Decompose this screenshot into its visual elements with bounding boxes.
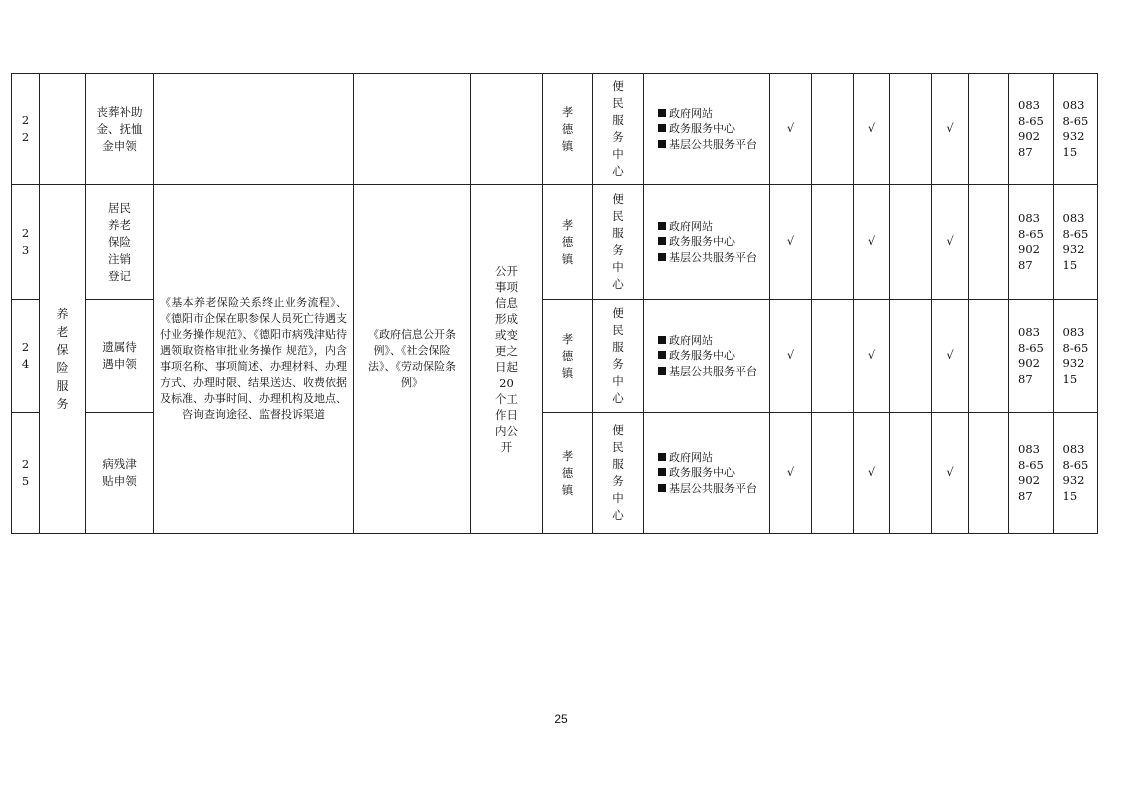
laws-cell-empty — [354, 74, 471, 185]
square-bullet-icon — [658, 222, 666, 230]
channels-cell — [644, 74, 770, 185]
channel-item: 基层公共服务平台 — [658, 481, 767, 497]
check-mark: √ — [770, 413, 812, 534]
empty-cell — [969, 74, 1009, 185]
public-method-cell: 便民服务中心 — [593, 185, 644, 300]
phone-cell: 0838-6593215 — [1054, 185, 1098, 300]
channel-item: 政府网站 — [658, 106, 767, 122]
item-name-cell: 病残津贴申领 — [86, 413, 154, 534]
phone-cell: 0838-6590287 — [1009, 185, 1054, 300]
table-row — [12, 185, 1098, 300]
square-bullet-icon — [658, 367, 666, 375]
channel-item: 政府网站 — [658, 219, 767, 235]
empty-cell — [812, 185, 854, 300]
channel-item: 政务服务中心 — [658, 465, 767, 481]
check-mark: √ — [854, 300, 890, 413]
item-name-cell: 丧葬补助金、抚恤金申领 — [86, 74, 154, 185]
phone-cell: 0838-6593215 — [1054, 300, 1098, 413]
empty-cell — [969, 300, 1009, 413]
check-mark: √ — [770, 300, 812, 413]
check-mark: √ — [770, 74, 812, 185]
empty-cell — [969, 185, 1009, 300]
channels-cell — [644, 300, 770, 413]
empty-cell — [890, 185, 932, 300]
channel-item: 政务服务中心 — [658, 234, 767, 250]
phone-cell: 0838-6593215 — [1054, 413, 1098, 534]
empty-cell — [890, 74, 932, 185]
check-mark: √ — [932, 300, 969, 413]
phone-cell: 0838-6590287 — [1009, 413, 1054, 534]
timing-cell-empty — [471, 74, 543, 185]
channel-item: 基层公共服务平台 — [658, 137, 767, 153]
public-body-cell: 孝德镇 — [543, 74, 593, 185]
table-row — [12, 74, 1098, 185]
timing-cell: 公开事项信息形成或变更之日起20个工作日内公开 — [471, 185, 543, 534]
phone-cell: 0838-6590287 — [1009, 300, 1054, 413]
square-bullet-icon — [658, 453, 666, 461]
public-method-cell: 便民服务中心 — [593, 300, 644, 413]
square-bullet-icon — [658, 468, 666, 476]
public-body-cell: 孝德镇 — [543, 300, 593, 413]
public-method-cell: 便民服务中心 — [593, 413, 644, 534]
check-mark: √ — [854, 74, 890, 185]
square-bullet-icon — [658, 124, 666, 132]
public-service-table — [11, 73, 1098, 534]
channel-item: 基层公共服务平台 — [658, 364, 767, 380]
check-mark: √ — [932, 185, 969, 300]
square-bullet-icon — [658, 253, 666, 261]
basis-cell-empty — [154, 74, 354, 185]
check-mark: √ — [932, 74, 969, 185]
row-number-cell: 23 — [12, 185, 40, 300]
empty-cell — [812, 300, 854, 413]
square-bullet-icon — [658, 237, 666, 245]
row-number-cell: 25 — [12, 413, 40, 534]
channels-cell — [644, 185, 770, 300]
laws-cell: 《政府信息公开条例》、《社会保险法》、《劳动保险条例》 — [354, 185, 471, 534]
channel-item: 政务服务中心 — [658, 121, 767, 137]
page-number: 25 — [554, 712, 568, 726]
phone-cell: 0838-6593215 — [1054, 74, 1098, 185]
empty-cell — [812, 413, 854, 534]
item-name-cell: 遗属待遇申领 — [86, 300, 154, 413]
check-mark: √ — [854, 413, 890, 534]
check-mark: √ — [770, 185, 812, 300]
channels-cell — [644, 413, 770, 534]
category-cell-empty — [40, 74, 86, 185]
row-number-cell: 24 — [12, 300, 40, 413]
square-bullet-icon — [658, 140, 666, 148]
item-name-cell: 居民养老保险注销登记 — [86, 185, 154, 300]
channel-item: 政府网站 — [658, 333, 767, 349]
empty-cell — [890, 300, 932, 413]
square-bullet-icon — [658, 484, 666, 492]
empty-cell — [890, 413, 932, 534]
row-number-cell: 22 — [12, 74, 40, 185]
check-mark: √ — [932, 413, 969, 534]
public-method-cell: 便民服务中心 — [593, 74, 644, 185]
empty-cell — [969, 413, 1009, 534]
public-body-cell: 孝德镇 — [543, 185, 593, 300]
basis-cell: 《基本养老保险关系终止业务流程》、《德阳市企保在职参保人员死亡待遇支付业务操作规范》、《德阳市病残津贴待遇领取资格审批业务操作 规范》，内含事项名称、事项简述、办理材料、办理方式、办理时限、结果送达、收费依据及标准、办事时间、办理机构及地点、咨询查询途径、监督投诉渠道 — [154, 185, 354, 534]
category-cell: 养老保险服务 — [40, 185, 86, 534]
square-bullet-icon — [658, 336, 666, 344]
channel-item: 政务服务中心 — [658, 348, 767, 364]
channel-item: 基层公共服务平台 — [658, 250, 767, 266]
square-bullet-icon — [658, 351, 666, 359]
public-body-cell: 孝德镇 — [543, 413, 593, 534]
check-mark: √ — [854, 185, 890, 300]
square-bullet-icon — [658, 109, 666, 117]
empty-cell — [812, 74, 854, 185]
phone-cell: 0838-6590287 — [1009, 74, 1054, 185]
channel-item: 政府网站 — [658, 450, 767, 466]
